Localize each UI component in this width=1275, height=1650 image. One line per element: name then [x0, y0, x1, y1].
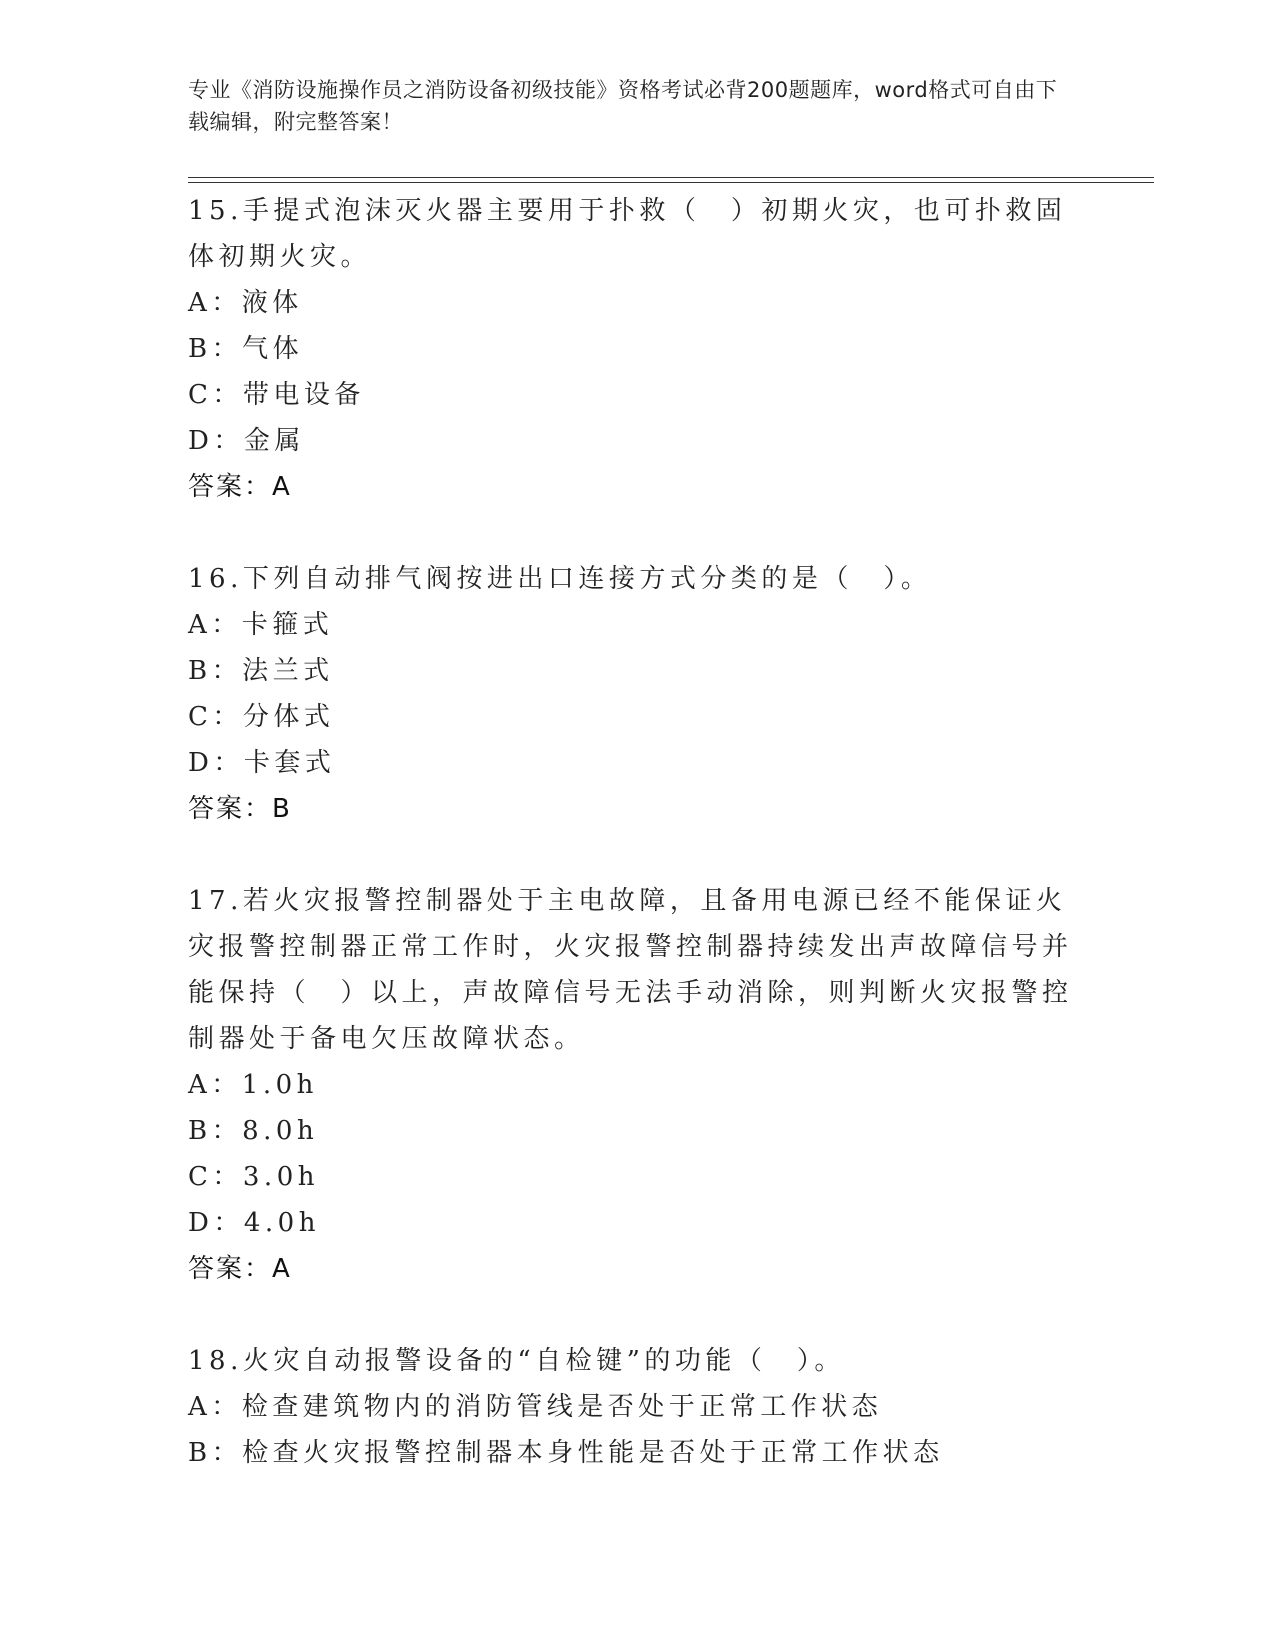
header-divider-bottom: [188, 182, 1154, 183]
question-18: [188, 1338, 1088, 1476]
question-list: [188, 188, 1088, 1476]
option-a: A：检查建筑物内的消防管线是否处于正常工作状态: [188, 1392, 883, 1422]
option-b: B：检查火灾报警控制器本身性能是否处于正常工作状态: [188, 1438, 944, 1468]
option-d: D：4.0h: [188, 1208, 320, 1238]
question-stem: 17.若火灾报警控制器处于主电故障，且备用电源已经不能保证火灾报警控制器正常工作时，火灾报警控制器持续发出声故障信号并能保持（ ）以上，声故障信号无法手动消除，则判断火灾报警控制器处于备电欠压故障状态。: [188, 886, 1073, 1054]
question-17: [188, 878, 1088, 1338]
answer-label: 答案：: [188, 1254, 273, 1284]
option-c: C：3.0h: [188, 1162, 319, 1192]
question-gap: [188, 832, 1088, 878]
question-gap: [188, 1292, 1088, 1338]
question-15: [188, 188, 1088, 556]
answer-line: [188, 464, 1088, 510]
option-a: A：1.0h: [188, 1070, 318, 1100]
answer-label: 答案：: [188, 794, 273, 824]
option-b: B：8.0h: [188, 1116, 319, 1146]
question-stem: 18.火灾自动报警设备的“自检键”的功能（ ）。: [188, 1346, 845, 1376]
option-c: C：带电设备: [188, 380, 365, 410]
question-16: [188, 556, 1088, 878]
answer-line: [188, 1246, 1088, 1292]
option-d: D：卡套式: [188, 748, 336, 778]
option-b: B：法兰式: [188, 656, 334, 686]
header-divider-top: [188, 177, 1154, 178]
question-stem: 15.手提式泡沫灭火器主要用于扑救（ ）初期火灾，也可扑救固体初期火灾。: [188, 196, 1067, 272]
option-d: D：金属: [188, 426, 305, 456]
option-c: C：分体式: [188, 702, 335, 732]
option-a: A：卡箍式: [188, 610, 334, 640]
option-b: B：气体: [188, 334, 304, 364]
answer-line: [188, 786, 1088, 832]
answer-value: B: [272, 794, 291, 824]
answer-value: A: [272, 1254, 291, 1284]
document-header: 专业《消防设施操作员之消防设备初级技能》资格考试必背200题题库，word格式可自由下载编辑，附完整答案！: [188, 78, 1058, 134]
answer-value: A: [272, 472, 291, 502]
question-gap: [188, 510, 1088, 556]
answer-label: 答案：: [188, 472, 273, 502]
question-stem: 16.下列自动排气阀按进出口连接方式分类的是（ ）。: [188, 564, 932, 594]
option-a: A：液体: [188, 288, 303, 318]
